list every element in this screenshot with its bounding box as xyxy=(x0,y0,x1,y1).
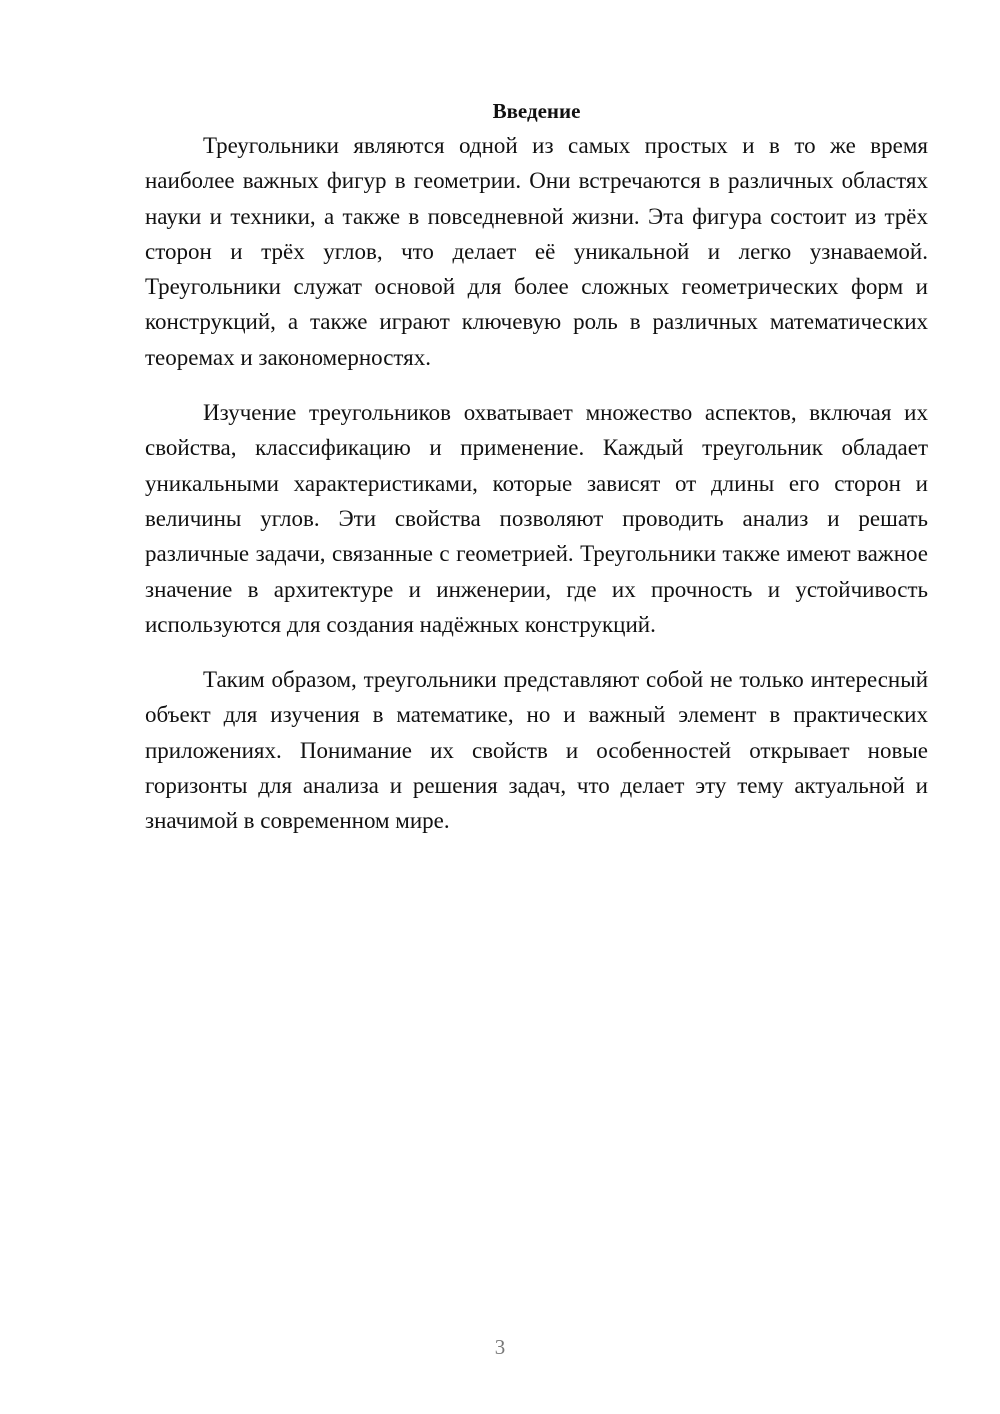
paragraph-2: Изучение треугольников охватывает множество аспектов, включая их свойства, классификацию и применение. Каждый треугольник обладает уникальными характеристиками, которые зависят от длины его сторон и величины углов. Эти свойства позволяют проводить анализ и решать различные задачи, связанные с геометрией. Треугольники также имеют важное значение в архитектуре и инженерии, где их прочность и устойчивость используются для создания надёжных конструкций. xyxy=(145,400,928,637)
section-heading: Введение xyxy=(492,99,581,123)
page-number: 3 xyxy=(494,1335,506,1359)
paragraph-1: Треугольники являются одной из самых простых и в то же время наиболее важных фигур в геометрии. Они встречаются в различных областях науки и техники, а также в повседневной жизни. Эта фигура состоит из трёх сторон и трёх углов, что делает её уникальной и легко узнаваемой. Треугольники служат основой для более сложных геометрических форм и конструкций, а также играют ключевую роль в различных математических теоремах и закономерностях. xyxy=(145,133,928,370)
page-content xyxy=(145,96,928,859)
paragraph-3: Таким образом, треугольники представляют собой не только интересный объект для изучения в математике, но и важный элемент в практических приложениях. Понимание их свойств и особенностей открывает новые горизонты для анализа и решения задач, что делает эту тему актуальной и значимой в современном мире. xyxy=(145,667,928,834)
